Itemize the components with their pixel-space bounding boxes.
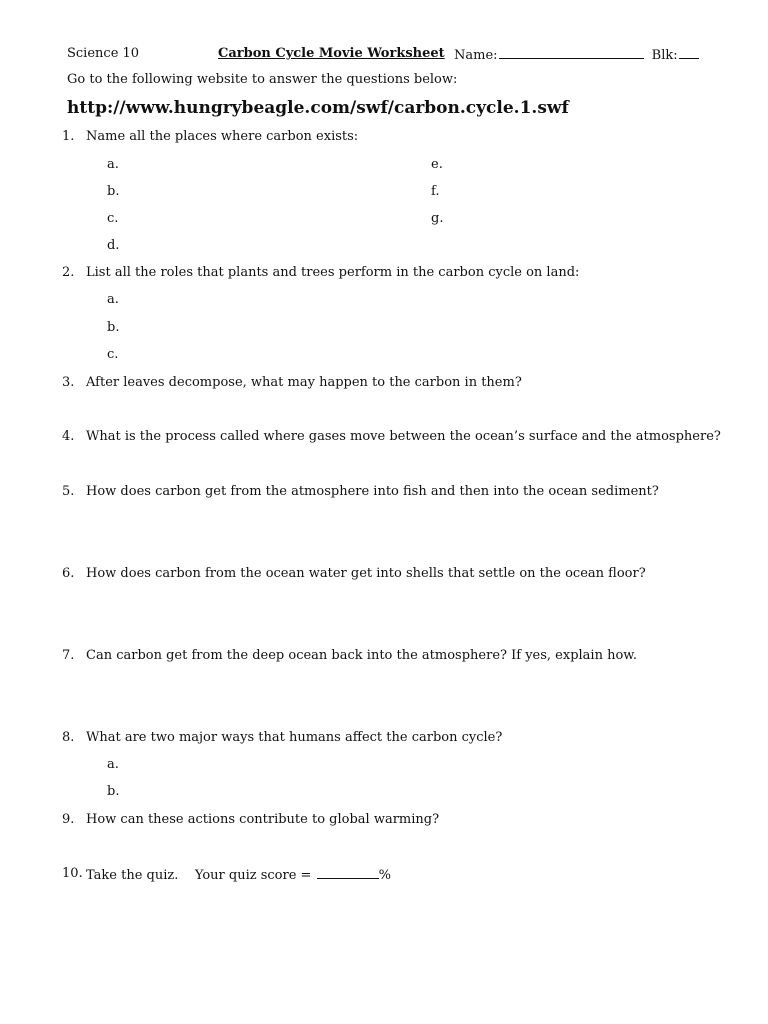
answer-item: a.: [107, 757, 119, 772]
answer-item: g.: [431, 211, 444, 226]
answer-item: c.: [107, 211, 119, 226]
question-text: How does carbon from the ocean water get into shells that settle on the ocean floor?: [86, 566, 646, 581]
question-number: 6.: [62, 566, 75, 581]
question-text: After leaves decompose, what may happen to the carbon in them?: [86, 375, 522, 390]
answer-item: b.: [107, 320, 120, 335]
answer-item: c.: [107, 347, 119, 362]
question-text: How can these actions contribute to global warming?: [86, 812, 440, 827]
question-text: How does carbon get from the atmosphere into fish and then into the ocean sediment?: [86, 484, 659, 499]
question-number: 5.: [62, 484, 75, 499]
answer-item: b.: [107, 184, 120, 199]
answer-item: b.: [107, 784, 120, 799]
blk-label: Blk:: [651, 48, 678, 63]
question-number: 10.: [62, 866, 83, 881]
question-text: What are two major ways that humans affect the carbon cycle?: [86, 730, 503, 745]
question-text: Name all the places where carbon exists:: [86, 129, 359, 144]
question-number: 2.: [62, 265, 75, 280]
worksheet-title: Carbon Cycle Movie Worksheet: [218, 46, 445, 61]
website-url: http://www.hungrybeagle.com/swf/carbon.cycle.1.swf: [67, 98, 569, 118]
percent-sign: %: [378, 868, 391, 883]
question-number: 9.: [62, 812, 75, 827]
question-text: List all the roles that plants and trees perform in the carbon cycle on land:: [86, 265, 580, 280]
course-label: Science 10: [67, 46, 140, 61]
name-blk-line: [454, 46, 699, 63]
question-number: 1.: [62, 129, 75, 144]
answer-item: e.: [431, 157, 443, 172]
instructions: Go to the following website to answer the questions below:: [67, 72, 458, 87]
answer-item: d.: [107, 238, 120, 253]
answer-item: f.: [431, 184, 440, 199]
name-label: Name:: [454, 48, 498, 63]
question-text: Take the quiz. Your quiz score =: [86, 868, 316, 883]
question-text: What is the process called where gases move between the ocean’s surface and the atmosphere?: [86, 429, 721, 444]
quiz-score-line: [86, 866, 391, 883]
name-blank[interactable]: [499, 46, 644, 59]
blk-blank[interactable]: [679, 46, 699, 59]
answer-item: a.: [107, 292, 119, 307]
answer-item: a.: [107, 157, 119, 172]
question-number: 3.: [62, 375, 75, 390]
question-number: 7.: [62, 648, 75, 663]
question-text: Can carbon get from the deep ocean back into the atmosphere? If yes, explain how.: [86, 648, 638, 663]
question-number: 4.: [62, 429, 75, 444]
question-number: 8.: [62, 730, 75, 745]
quiz-score-blank[interactable]: [317, 866, 379, 879]
